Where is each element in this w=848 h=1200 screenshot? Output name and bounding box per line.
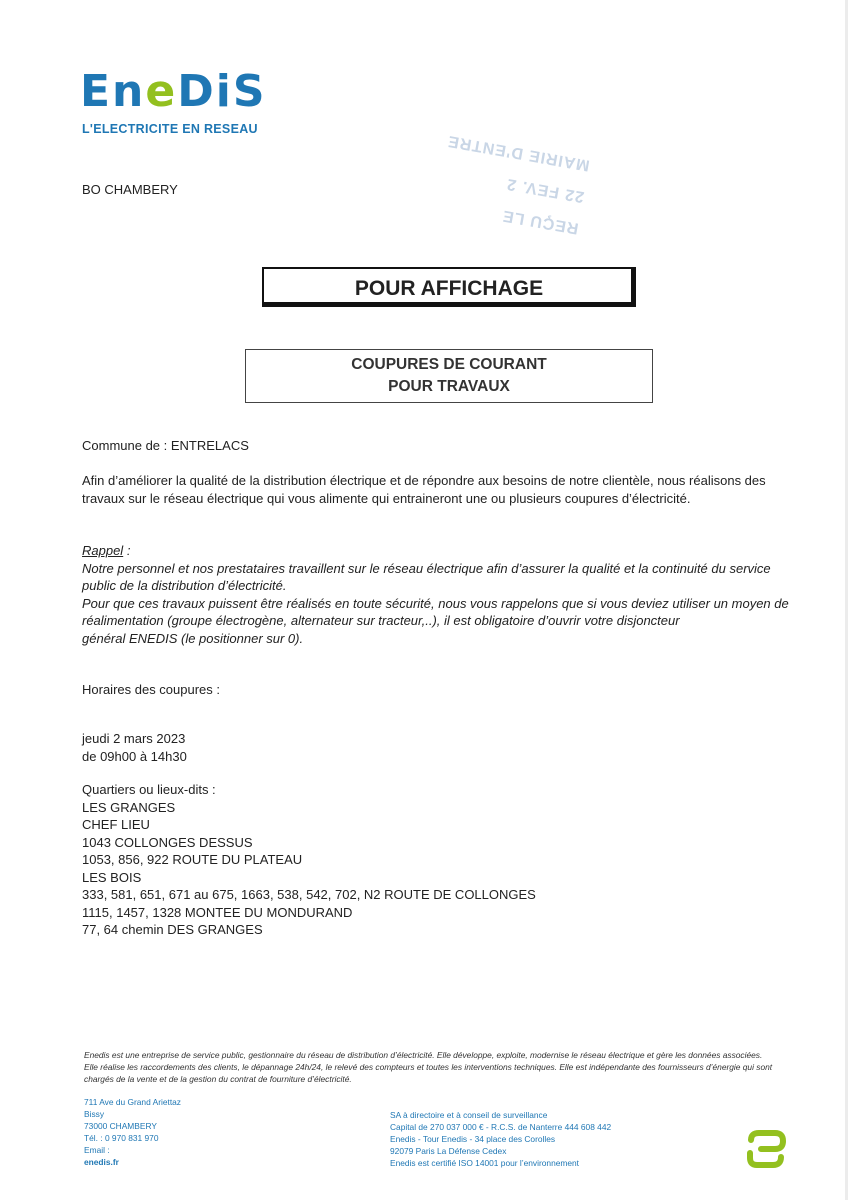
reminder-label-suffix: : [123,543,131,558]
location-item: 1043 COLLONGES DESSUS [82,834,253,850]
commune: Commune de : ENTRELACS [82,438,249,453]
corporate-line: Enedis est certifié ISO 14001 pour l’environnement [390,1158,580,1168]
sender: BO CHAMBERY [82,182,178,197]
corporate-line: Enedis - Tour Enedis - 34 place des Corolles [390,1134,556,1144]
logo-part-3: DiS [177,66,267,117]
location-item: LES GRANGES [82,799,176,815]
corporate-line: 92079 Paris La Défense Cedex [390,1146,507,1156]
location-item: CHEF LIEU [82,817,150,832]
footer-corporate-info [390,1109,611,1169]
outage-title-line-1: COUPURES DE COURANT [351,356,547,373]
website-link[interactable]: enedis.fr [84,1157,119,1167]
outage-title-box [245,349,653,403]
address-line: Bissy [84,1109,105,1119]
corporate-line: SA à directoire et à conseil de surveillance [390,1110,548,1120]
schedule-date: jeudi 2 mars 2023 [82,731,186,746]
logo-tagline: L'ELECTRICITE EN RESEAU [82,122,258,136]
address-email: Email : [84,1145,110,1155]
reminder-paragraph-1: Notre personnel et nos prestataires travaillent sur le réseau électrique afin d’assurer la qualité et la continuité du service public de la distribution d’électricité. [82,560,771,593]
reminder-paragraph-3: général ENEDIS (le positionner sur 0). [82,630,304,646]
logo-part-2: e [145,66,178,117]
intro-paragraph: Afin d’améliorer la qualité de la distribution électrique et de répondre aux besoins de notre clientèle, nous réalisons des travaux sur le réseau électrique qui vous alimente qui entraineront une ou plusieurs coupures d’électricité. [82,473,766,506]
reminder-section [82,542,792,647]
schedule-time: de 09h00 à 14h30 [82,748,187,764]
locations-label: Quartiers ou lieux-dits : [82,782,216,797]
locations-section [82,781,536,939]
enedis-logo [80,66,267,117]
schedule-label: Horaires des coupures : [82,682,221,697]
reception-stamp [408,66,601,243]
stamp-line-2: 22 FEV. 2 [504,174,586,206]
logo-part-1: En [80,66,146,117]
location-item: 1053, 856, 922 ROUTE DU PLATEAU [82,852,303,867]
stamp-line-3: MAIRIE D'ENTRE [446,131,591,174]
location-item: 333, 581, 651, 671 au 675, 1663, 538, 542, 702, N2 ROUTE DE COLLONGES [82,887,536,902]
schedule [82,730,187,765]
display-notice-box [262,267,636,307]
footer-legal-note: Enedis est une entreprise de service public, gestionnaire du réseau de distribution d’électricité. Elle développe, exploite, modernise le réseau électrique et gère les données associées. Elle réalise les raccordements des clients, le dépannage 24h/24, le relevé des compteurs et toutes les interventions techniques. Elle est indépendante des fournisseurs d’énergie qui sont chargés de la vente et de la gestion du contrat de fourniture d’électricité. [84,1050,773,1084]
location-item: 1115, 1457, 1328 MONTEE DU MONDURAND [82,904,353,920]
outage-title-line-2: POUR TRAVAUX [388,378,510,395]
location-item: 77, 64 chemin DES GRANGES [82,922,263,937]
stamp-line-1: REÇU LE [500,206,580,237]
address-phone: Tél. : 0 970 831 970 [84,1133,159,1143]
location-item: LES BOIS [82,869,142,885]
footer-address [84,1096,181,1168]
corporate-line: Capital de 270 037 000 € - R.C.S. de Nanterre 444 608 442 [390,1122,612,1132]
reminder-label: Rappel [82,543,124,558]
address-line: 711 Ave du Grand Ariettaz [84,1097,181,1107]
enedis-e-logo-icon [745,1130,787,1168]
reminder-paragraph-2: Pour que ces travaux puissent être réalisés en toute sécurité, nous vous rappelons que si vous deviez utiliser un moyen de réalimentation (groupe électrogène, alternateur sur tracteur,..), il est obligatoire d’ouvrir votre disjoncteur [82,595,789,628]
display-notice-title: POUR AFFICHAGE [354,277,544,300]
address-line: 73000 CHAMBERY [84,1121,157,1131]
